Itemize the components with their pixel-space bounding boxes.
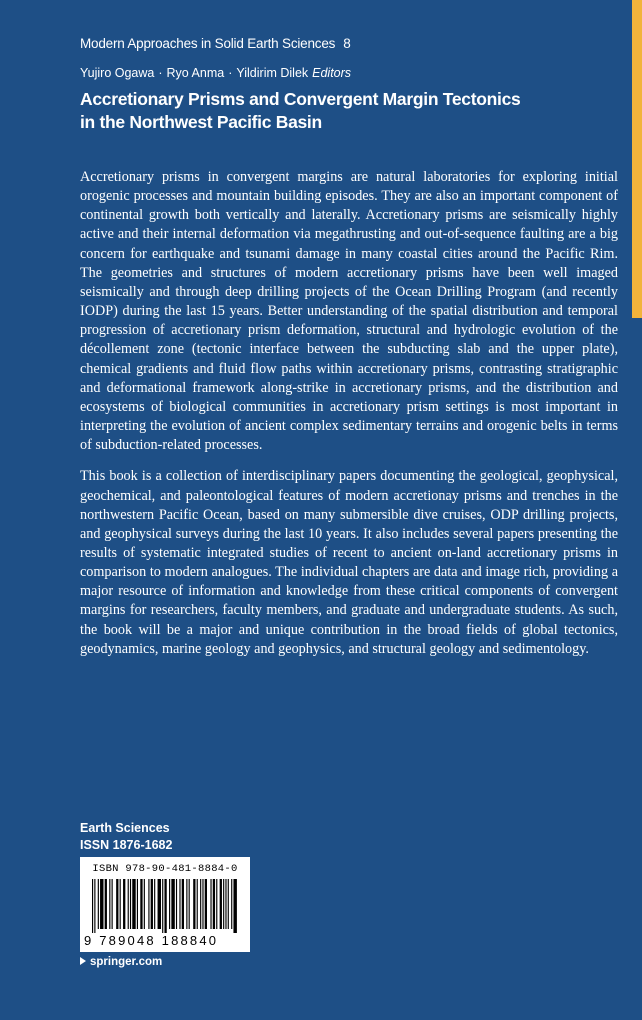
description-paragraph: Accretionary prisms in convergent margins are natural laboratories for exploring initial orogenic processes and mountain building episodes. They are also an important component of continental growth both vertically and laterally. Accretionary prisms are seismically highly active and their internal deformation via megathrusting and out-of-sequence faulting are a big concern for earthquake and tsunami damage in many coastal cities around the Pacific Rim. The geometries and structures of modern accretionary prisms have been well imaged seismically and through deep drilling projects of the Ocean Drilling Program (and recently IODP) during the last 15 years. Better understanding of the spatial distribution and temporal progression of accretionary prism deformation, structural and hydrologic evolution of the décollement zone (tectonic interface between the subducting slab and the upper plate), chemical gradients and fluid flow paths within accretionary prisms, contrasting stratigraphic and deformational framework along-strike in accretionary prisms, and the distribution and ecosystems of biological communities in accretionary prism settings is most important in interpreting the evolution of ancient complex sedimentary terrains and orogenic belts in terms of subduction-related processes. <box>80 169 618 454</box>
spine-edge <box>632 318 642 1020</box>
barcode-bar <box>109 879 110 929</box>
barcode-bar <box>130 879 131 929</box>
editors-line <box>80 66 351 80</box>
book-title-line: Accretionary Prisms and Convergent Margin Tectonics <box>80 89 521 109</box>
issn: ISSN 1876-1682 <box>80 838 173 852</box>
subject-info <box>80 820 172 854</box>
barcode-bar <box>205 879 207 929</box>
barcode-bar <box>112 879 113 929</box>
isbn-label: ISBN 978-90-481-8884-0 <box>92 863 238 875</box>
barcode-bar <box>233 879 236 933</box>
barcode-bar <box>100 879 103 929</box>
barcode-bar <box>200 879 201 929</box>
website-link[interactable]: springer.com <box>90 956 163 968</box>
arrow-right-icon <box>80 957 86 965</box>
description <box>80 168 618 659</box>
barcode-bar <box>105 879 107 929</box>
series-name: Modern Approaches in Solid Earth Sciences <box>80 36 336 51</box>
barcode-bar <box>92 879 93 933</box>
barcode-bar <box>193 879 195 929</box>
barcode-bar <box>176 879 177 929</box>
barcode-bars <box>92 879 238 933</box>
barcode-bar <box>120 879 121 929</box>
barcode-bar <box>132 879 135 929</box>
barcode-bar <box>210 879 211 929</box>
barcode-bar <box>171 879 174 929</box>
book-title <box>80 88 600 134</box>
barcode-bar <box>169 879 170 929</box>
barcode-bar <box>151 879 153 929</box>
barcode-bar <box>148 879 149 929</box>
series-line <box>80 36 351 51</box>
editor-separator: · <box>158 66 163 80</box>
book-title-line: in the Northwest Pacific Basin <box>80 112 322 132</box>
barcode-bar <box>98 879 99 929</box>
barcode-digits: 9 789048 188840 <box>84 933 219 948</box>
barcode-bar <box>228 879 229 929</box>
barcode-bar <box>128 879 129 929</box>
barcode-bar <box>202 879 203 929</box>
barcode-bar <box>154 879 155 929</box>
barcode-bar <box>164 879 166 933</box>
accent-stripe <box>632 0 642 318</box>
barcode-bar <box>158 879 161 929</box>
barcode-bar <box>162 879 163 933</box>
barcode-bar <box>197 879 198 929</box>
barcode-bar <box>116 879 118 929</box>
editor-name: Yildirim Dilek <box>236 66 309 80</box>
barcode-bar <box>94 879 95 933</box>
barcode-bar <box>182 879 184 929</box>
barcode-bar <box>225 879 226 929</box>
editors-role: Editors <box>312 66 352 80</box>
barcode-bar <box>144 879 145 929</box>
description-paragraph: This book is a collection of interdisciplinary papers documenting the geological, geophysical, geochemical, and paleontological features of modern accretionay prisms and trenches in the northwestern Pacific Ocean, based on many submersible dive cruises, ODP drilling projects, and geophysical surveys during the last 10 years. It also includes several papers presenting the results of systematic integrated studies of recent to ancient on-land accretionary prisms in comparison to modern analogues. The individual chapters are data and image rich, providing a major resource of information and knowledge from these critical components of convergent margins for researchers, faculty members, and graduate and undergraduate students. As such, the book will be a major and unique contribution in the broad fields of global tectonics, geodynamics, marine geology and geophysics, and structural geology and sedimentology. <box>80 468 618 657</box>
barcode-bar <box>220 879 222 929</box>
barcode-bar <box>213 879 215 929</box>
isbn-barcode <box>80 857 250 952</box>
barcode-bar <box>216 879 217 929</box>
series-number: 8 <box>343 36 351 51</box>
barcode-bar <box>140 879 142 929</box>
barcode-bar <box>189 879 190 929</box>
subject-category: Earth Sciences <box>80 821 170 835</box>
barcode-bar <box>137 879 138 929</box>
barcode-bar <box>179 879 180 929</box>
barcode-bar <box>123 879 125 929</box>
editor-name: Ryo Anma <box>166 66 225 80</box>
publisher-website[interactable] <box>80 956 162 968</box>
barcode-bar <box>186 879 187 929</box>
editor-separator: · <box>228 66 233 80</box>
barcode-bar <box>223 879 224 929</box>
editor-name: Yujiro Ogawa <box>80 66 155 80</box>
barcode-bar <box>231 879 232 929</box>
